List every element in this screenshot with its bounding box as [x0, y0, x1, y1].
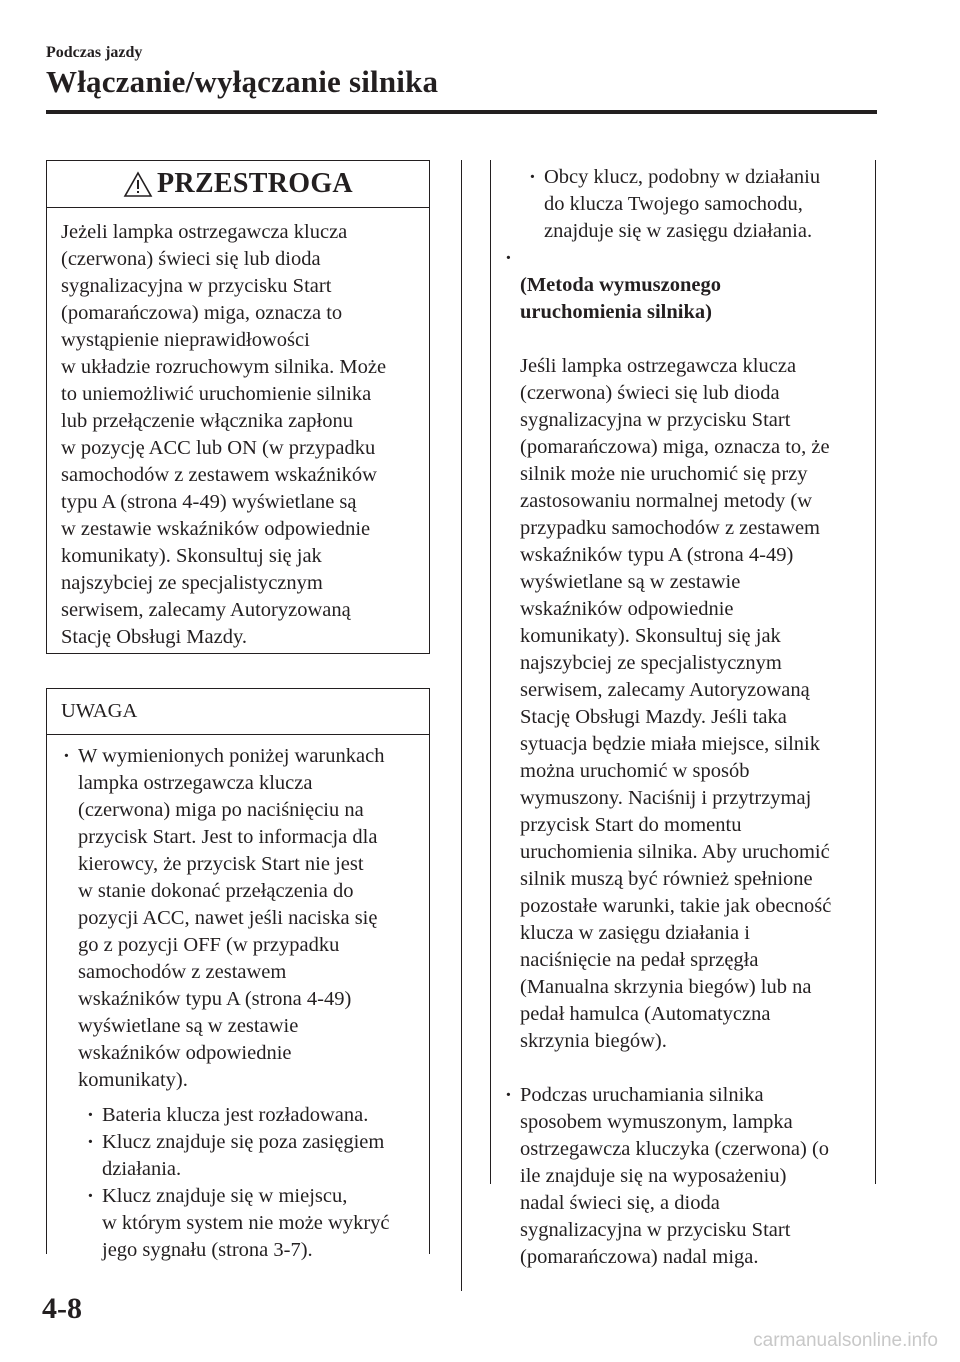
caution-title: PRZESTROGA	[157, 168, 353, 199]
note-sub-bullet: · Bateria klucza jest rozładowana.	[85, 1102, 419, 1129]
caution-box	[46, 160, 430, 654]
note-sub-list	[61, 1102, 419, 1264]
caution-text: Jeżeli lampka ostrzegawcza klucza (czerwona) świeci się lub dioda sygnalizacyjna w przycisku Start (pomarańczowa) miga, oznacza to wystąpienie nieprawidłowości w układzie rozruchowym silnika. Może to uniemożliwić uruchomienie silnika lub przełączenie włącznika zapłonu w pozycję ACC lub ON (w przypadku samochodów z zestawem wskaźników typu A (strona 4-49) wyświetlane są w zestawie wskaźników odpowiednie komunikaty). Skonsultuj się jak najszybciej ze specjalistycznym serwisem, zalecamy Autoryzowaną Stację Obsługi Mazdy.	[61, 221, 387, 648]
note-box	[46, 688, 430, 1261]
column-divider	[461, 160, 462, 1291]
note-continuation	[490, 160, 876, 1268]
note-sub-bullet: · Klucz znajduje się poza zasięgiem działania.	[85, 1129, 419, 1183]
page-title: Włączanie/wyłączanie silnika	[46, 64, 439, 99]
forced-start-text: Jeśli lampka ostrzegawcza klucza (czerwona) świeci się lub dioda sygnalizacyjna w przycisku Start (pomarańczowa) miga, oznacza to, że silnik może nie uruchomić się przy zastosowaniu normalnej metody (w przypadku samochodów z zestawem wskaźników typu A (strona 4-49) wyświetlane są w zestawie wskaźników odpowiednie komunikaty). Skonsultuj się jak najszybciej ze specjalistycznym serwisem, zalecamy Autoryzowaną Stację Obsługi Mazdy. Jeśli taka sytuacja będzie miała miejsce, silnik można uruchomić w sposób wymuszony. Naciśnij i przytrzymaj przycisk Start do momentu uruchomienia silnika. Aby uruchomić silnik muszą być również spełnione pozostałe warunki, takie jak obecność klucza w zasięgu działania i naciśnięcie na pedał sprzęgła (Manualna skrzynia biegów) lub na pedał hamulca (Automatyczna skrzynia biegów).	[520, 355, 832, 1052]
caution-header	[47, 161, 429, 208]
note-continuation-body	[491, 160, 875, 1271]
page-number: 4-8	[42, 1292, 82, 1325]
note-sub-bullet: · Klucz znajduje się w miejscu, w którym system nie może wykryć jego sygnału (strona 3-7).	[85, 1183, 419, 1264]
note-title: UWAGA	[47, 689, 429, 735]
watermark: carmanualsonline.info	[753, 1330, 938, 1351]
note-body	[47, 735, 429, 1264]
forced-start-item	[503, 245, 867, 1082]
forced-start-title: · (Metoda wymuszonego uruchomienia silnika)	[520, 274, 721, 323]
title-rule	[46, 110, 877, 114]
note-bullet: · W wymienionych poniżej warunkach lampka ostrzegawcza klucza (czerwona) miga po naciśnięciu na przycisk Start. Jest to informacja dla kierowcy, że przycisk Start nie jest w stanie dokonać przełączenia do pozycji ACC, nawet jeśli naciska się go z pozycji OFF (w przypadku samochodów z zestawem wskaźników typu A (strona 4-49) wyświetlane są w zestawie wskaźników odpowiednie komunikaty).	[61, 743, 419, 1094]
section-label: Podczas jazdy	[46, 44, 143, 61]
note-sub-bullet: · Obcy klucz, podobny w działaniu do klucza Twojego samochodu, znajduje się w zasięgu działania.	[527, 164, 867, 245]
warning-triangle-icon	[123, 171, 153, 198]
forced-start-indicator-bullet: · Podczas uruchamiania silnika sposobem wymuszonym, lampka ostrzegawcza kluczyka (czerwona) (o ile znajduje się na wyposażeniu) nadal świeci się, a dioda sygnalizacyjna w przycisku Start (pomarańczowa) nadal miga.	[503, 1082, 867, 1271]
